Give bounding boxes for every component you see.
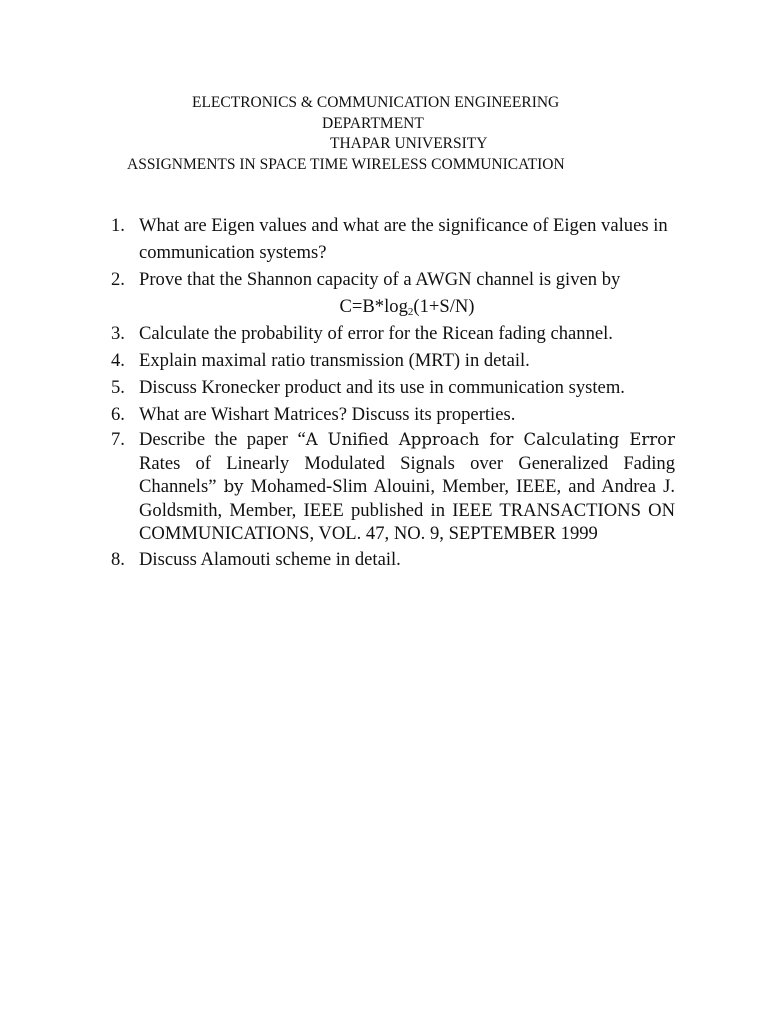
question-text: What are Eigen values and what are the significance of Eigen values in communication systems? bbox=[139, 215, 668, 263]
question-number: 1. bbox=[111, 215, 125, 236]
question-text: What are Wishart Matrices? Discuss its properties. bbox=[139, 404, 516, 425]
question-item bbox=[111, 374, 675, 401]
header-department-name: ELECTRONICS & COMMUNICATION ENGINEERING bbox=[192, 94, 560, 111]
question-number: 8. bbox=[111, 548, 125, 570]
question-item bbox=[111, 428, 675, 546]
question-text-part: by bbox=[223, 477, 244, 496]
question-item bbox=[111, 320, 675, 347]
question-item bbox=[111, 401, 675, 428]
question-number: 4. bbox=[111, 350, 125, 371]
question-item bbox=[111, 212, 675, 266]
question-list bbox=[111, 212, 675, 573]
question-text: Prove that the Shannon capacity of a AWGN channel is given by bbox=[139, 269, 621, 290]
formula-prefix: C=B*log bbox=[339, 296, 408, 317]
paper-title-part: A Unified Approach for Calculating Error bbox=[305, 430, 675, 449]
question-text-part: Mohamed-Slim Alouini, Member, IEEE, and Andrea J. Goldsmith, Member, IEEE published in IEEE TRANSACTIONS ON COMMUNICATIONS, VOL. 47, NO. 9, SEPTEMBER 1999 bbox=[139, 476, 675, 544]
question-item bbox=[111, 546, 675, 573]
question-text: Calculate the probability of error for the Ricean fading channel. bbox=[139, 323, 613, 344]
question-text: Discuss Kronecker product and its use in communication system. bbox=[139, 377, 625, 398]
question-text: Discuss Alamouti scheme in detail. bbox=[139, 548, 401, 570]
formula-subscript: 2 bbox=[407, 306, 414, 318]
question-item bbox=[111, 266, 675, 293]
shannon-capacity-formula bbox=[111, 293, 675, 320]
question-text bbox=[139, 428, 675, 546]
question-text-part: Describe the paper “ bbox=[139, 429, 306, 450]
document-header bbox=[0, 93, 768, 175]
question-number: 7. bbox=[111, 429, 125, 450]
question-item bbox=[111, 347, 675, 374]
question-number: 5. bbox=[111, 377, 125, 398]
question-number: 2. bbox=[111, 269, 125, 290]
header-university: THAPAR UNIVERSITY bbox=[330, 135, 488, 152]
header-assignment-title: ASSIGNMENTS IN SPACE TIME WIRELESS COMMUNICATION bbox=[127, 155, 565, 173]
question-number: 3. bbox=[111, 323, 125, 344]
header-department-word: DEPARTMENT bbox=[322, 114, 424, 132]
question-number: 6. bbox=[111, 404, 125, 425]
question-text-part: Rates of Linearly Modulated Signals over Generalized Fading Channels” bbox=[139, 452, 675, 497]
question-text: Explain maximal ratio transmission (MRT) in detail. bbox=[139, 350, 530, 371]
formula-suffix: (1+S/N) bbox=[413, 296, 475, 317]
